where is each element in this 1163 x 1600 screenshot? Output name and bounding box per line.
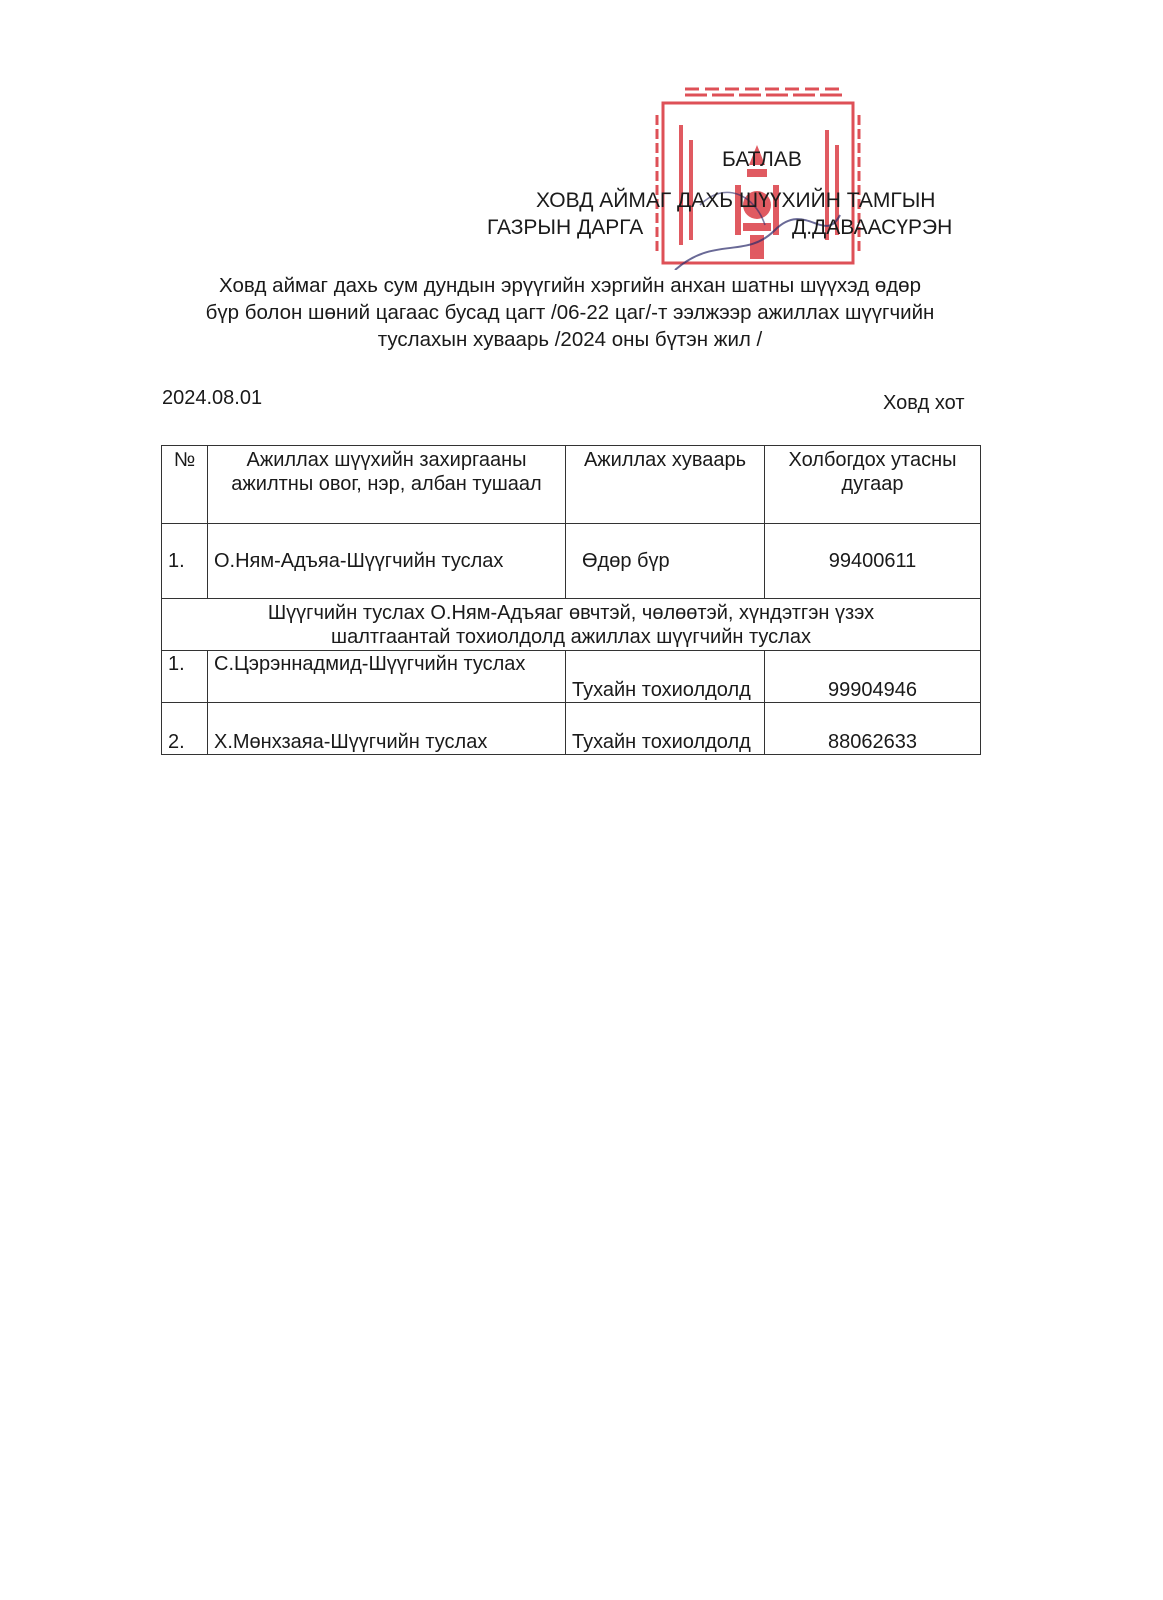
- approval-position: ГАЗРЫН ДАРГА: [487, 216, 644, 239]
- official-stamp: [655, 85, 865, 270]
- header-name: Ажиллах шүүхийн захиргааны ажилтны овог, нэр, албан тушаал: [208, 446, 566, 524]
- table-row: [162, 651, 981, 703]
- document-title-line: туслахын хуваарь /2024 оны бүтэн жил /: [377, 328, 763, 351]
- approval-organization: ХОВД АЙМАГ ДАХЬ ШҮҮХИЙН ТАМГЫН: [536, 189, 936, 212]
- note-text: Шүүгчийн туслах О.Ням-Адъяаг өвчтэй, чөлөөтэй, хүндэтгэн үзэх шалтгаантай тохиолдолд ажиллах шүүгчийн туслах: [162, 599, 981, 651]
- document-title-line: Ховд аймаг дахь сум дундын эрүүгийн хэргийн анхан шатны шүүхэд өдөр: [219, 274, 921, 297]
- document-title-line: бүр болон шөний цагаас бусад цагт /06-22 цаг/-т ээлжээр ажиллах шүүгчийн: [205, 301, 935, 324]
- approval-title: БАТЛАВ: [722, 148, 802, 171]
- table-header-row: [162, 446, 981, 524]
- row-num: 1.: [162, 524, 208, 599]
- row-name: О.Ням-Адъяа-Шүүгчийн туслах: [208, 524, 566, 599]
- row-phone: 88062633: [765, 703, 981, 755]
- row-schedule: Тухайн тохиолдолд: [566, 651, 765, 703]
- schedule-table: [161, 445, 981, 755]
- document-place: Ховд хот: [883, 392, 965, 414]
- header-num: №: [162, 446, 208, 524]
- approval-signatory: Д.ДАВААСҮРЭН: [792, 216, 953, 239]
- table-note-row: [162, 599, 981, 651]
- row-name: С.Цэрэннадмид-Шүүгчийн туслах: [208, 651, 566, 703]
- row-schedule: Өдөр бүр: [566, 524, 765, 599]
- row-name: Х.Мөнхзаяа-Шүүгчийн туслах: [208, 703, 566, 755]
- header-phone: Холбогдох утасны дугаар: [765, 446, 981, 524]
- row-num: 2.: [162, 703, 208, 755]
- document-title: [150, 272, 990, 353]
- row-phone: 99904946: [765, 651, 981, 703]
- table-row: [162, 524, 981, 599]
- header-schedule: Ажиллах хуваарь: [566, 446, 765, 524]
- row-phone: 99400611: [765, 524, 981, 599]
- row-num: 1.: [162, 651, 208, 703]
- row-schedule: Тухайн тохиолдолд: [566, 703, 765, 755]
- table-row: [162, 703, 981, 755]
- document-date: 2024.08.01: [162, 387, 263, 409]
